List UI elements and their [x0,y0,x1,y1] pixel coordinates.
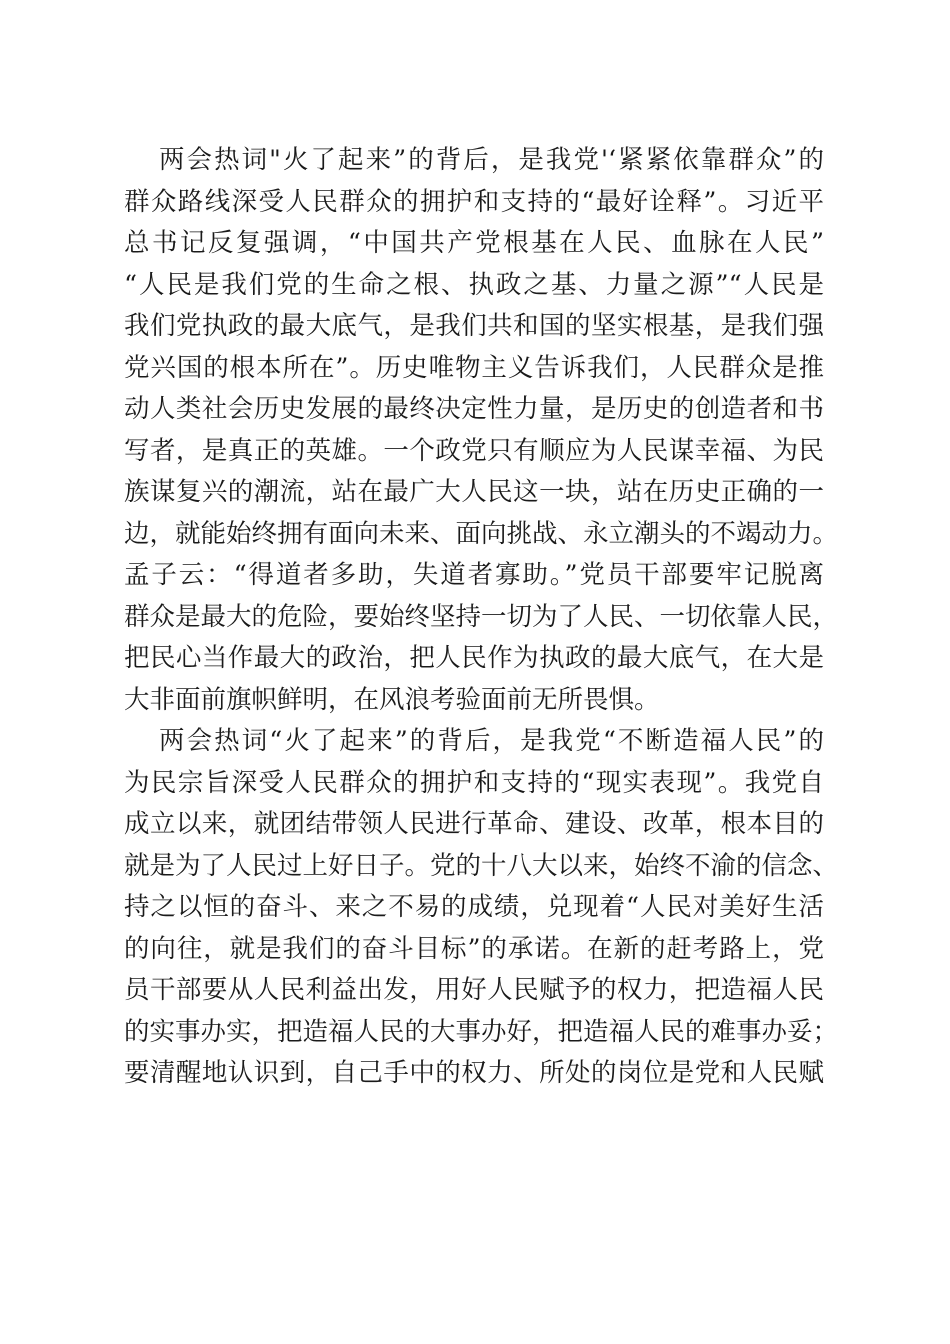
paragraph-line: 孟子云：“得道者多助，失道者寡助。”党员干部要牢记脱离 [124,560,824,590]
paragraph-line: 动人类社会历史发展的最终决定性力量，是历史的创造者和书 [124,394,824,424]
paragraph-line: 边，就能始终拥有面向未来、面向挑战、永立潮头的不竭动力。 [124,518,839,549]
paragraph-line: 群众路线深受人民群众的拥护和支持的“最好诠释”。习近平 [124,186,824,217]
paragraph-line: 党兴国的根本所在”。历史唯物主义告诉我们，人民群众是推 [124,352,824,383]
paragraph-line: 群众是最大的危险，要始终坚持一切为了人民、一切依靠人民， [124,601,839,632]
paragraph-line: 成立以来，就团结带领人民进行革命、建设、改革，根本目的 [124,809,824,839]
paragraph-line: 就是为了人民过上好日子。党的十八大以来，始终不渝的信念、 [124,850,839,881]
paragraph-line: 的向往，就是我们的奋斗目标”的承诺。在新的赶考路上，党 [124,933,824,964]
paragraph-line: 的实事办实，把造福人民的大事办好，把造福人民的难事办妥； [124,1016,839,1047]
paragraph-line: 为民宗旨深受人民群众的拥护和支持的“现实表现”。我党自 [124,767,824,798]
paragraph-line: 两会热词"火了起来”的背后，是我党'‘紧紧依靠群众”的 [159,145,824,175]
paragraph-line: 持之以恒的奋斗、来之不易的成绩，兑现着“人民对美好生活 [124,892,824,922]
paragraph-line: “人民是我们党的生命之根、执政之基、力量之源”“人民是 [124,269,824,300]
paragraph-line: 族谋复兴的潮流，站在最广大人民这一块，站在历史正确的一 [124,477,824,507]
paragraph-line: 我们党执政的最大底气，是我们共和国的坚实根基，是我们强 [124,311,824,341]
paragraph-line: 把民心当作最大的政治，把人民作为执政的最大底气，在大是 [124,643,824,673]
paragraph-2 [124,721,839,1095]
paragraph-line: 员干部要从人民利益出发，用好人民赋予的权力，把造福人民 [124,975,824,1005]
document-body [124,140,839,1095]
paragraph-line: 两会热词“火了起来”的背后，是我党“不断造福人民”的 [159,726,824,756]
paragraph-line: 要清醒地认识到，自己手中的权力、所处的岗位是党和人民赋 [124,1058,824,1088]
paragraph-line: 大非面前旗帜鲜明，在风浪考验面前无所畏惧。 [124,684,660,715]
paragraph-line: 写者，是真正的英雄。一个政党只有顺应为人民谋幸福、为民 [124,435,824,466]
paragraph-line: 总书记反复强调，“中国共产党根基在人民、血脉在人民” [124,228,824,258]
paragraph-1 [124,140,839,721]
